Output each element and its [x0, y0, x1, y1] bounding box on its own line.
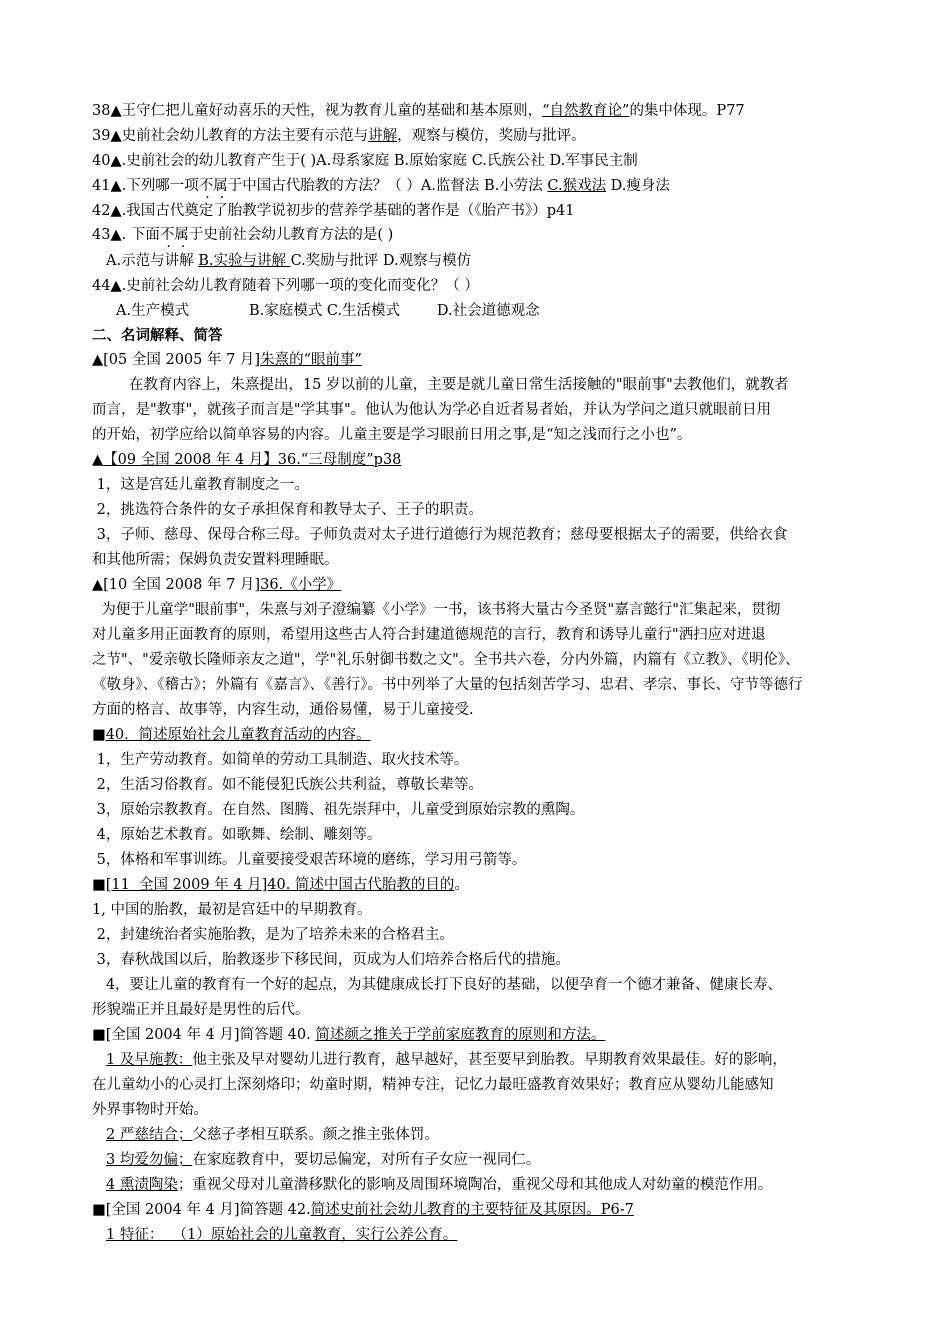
list-item: 2，生活习俗教育。如不能侵犯氏族公共利益，尊敬长辈等。 [92, 777, 483, 793]
emphasis-char: 不 [198, 178, 214, 194]
list-item: 2，挑选符合条件的女子承担保育和教导太子、王子的职责。 [92, 502, 483, 518]
list-item [106, 1150, 540, 1170]
paragraph-line: 而言，是"教事"，就孩子而言是"学其事"。他认为他认为学必自近者易者始，并认为学问之道只就眼前日用 [92, 402, 772, 418]
term-source: ■ [92, 727, 106, 743]
answer-underlined: B.实验与讲解 [198, 253, 291, 269]
list-item: 1 特征： （1）原始社会的儿童教育，实行公养公育。 [106, 1227, 458, 1243]
paragraph-line: 之节"、"爱亲敬长隆师亲友之道"，学"礼乐射御书数之文"。全书共六卷，分内外篇，内篇有《立教》、《明伦》、 [92, 652, 800, 668]
point-label: 3 均爱勿偏； [106, 1152, 193, 1168]
term-title: 简述史前社会幼儿教育的主要特征及其原因。P6-7 [310, 1202, 634, 1218]
term-heading [92, 875, 469, 895]
term-source: ▲[10 全国 2008 年 7 月] [92, 577, 261, 593]
point-text: 在家庭教育中，要切忌偏宠，对所有子女应一视同仁。 [192, 1152, 541, 1168]
term-source: ■ [92, 877, 106, 893]
list-item [106, 1125, 439, 1145]
point-label: 1 及早施教： [106, 1052, 193, 1068]
point-label: 2 严慈结合； [106, 1127, 193, 1143]
paragraph-line: 在教育内容上，朱熹提出，15 岁以前的儿童，主要是就儿童日常生活接触的"眼前事"去教他们，就教者 [92, 377, 789, 393]
question-43-options [106, 251, 471, 271]
list-item: 4，原始艺术教育。如歌舞、绘制、雕刻等。 [92, 827, 382, 843]
term-title: 朱熹的“眼前事” [260, 352, 362, 368]
list-item: 3，原始宗教教育。在自然、图腾、祖先崇拜中，儿童受到原始宗教的熏陶。 [92, 802, 585, 818]
term-heading [92, 1200, 634, 1220]
point-text: 他主张及早对婴幼儿进行教育，越早越好，甚至要早到胎教。早期教育效果最佳。好的影响， [192, 1052, 787, 1068]
term-heading [92, 725, 371, 745]
term-source: 。 [454, 877, 469, 893]
question-text: D.瘦身法 [606, 178, 670, 194]
question-39 [92, 126, 586, 146]
question-44: 44▲.史前社会幼儿教育随着下列哪一项的变化而变化？（ ） [92, 278, 479, 294]
question-43 [92, 225, 393, 245]
term-source: ■[全国 2004 年 4 月]简答题 42. [92, 1202, 311, 1218]
question-text: 于史前社会幼儿教育方法的是( ) [188, 227, 394, 243]
answer-underlined: C.猴戏法 [547, 178, 607, 194]
emphasis-char: 属 [174, 227, 189, 243]
answer-underlined: 讲解 [368, 128, 398, 144]
term-title: 【09 全国 2008 年 4 月】36.“三母制度”p38 [103, 452, 402, 468]
paragraph-line: 为便于儿童学"眼前事"，朱熹与刘子澄编纂《小学》一书，该书将大量古今圣贤"嘉言懿行"汇集起来，贯彻 [92, 602, 781, 618]
list-item: 2，封建统治者实施胎教，是为了培养未来的合格君主。 [92, 927, 454, 943]
point-text: 父慈子孝相互联系。颜之推主张体罚。 [192, 1127, 439, 1143]
term-title: 40．简述原始社会儿童教育活动的内容。 [105, 727, 371, 743]
term-title: 简述颜之推关于学前家庭教育的原则和方法。 [315, 1027, 606, 1043]
question-text: 43▲. 下面 [92, 227, 160, 243]
point-text: ；重视父母对儿童潜移默化的影响及周围环境陶冶，重视父母和其他成人对幼童的模范作用。 [177, 1177, 773, 1193]
term-source: ■[全国 2004 年 4 月]简答题 40. [92, 1027, 316, 1043]
option-text: C.奖励与批评 D.观察与模仿 [290, 253, 472, 269]
answer-underlined: “自然教育论” [542, 103, 630, 119]
question-text: 38▲王守仁把儿童好动喜乐的天性，视为教育儿童的基础和基本原则， [92, 103, 543, 119]
emphasis-char: 不 [159, 227, 175, 243]
term-source: ▲[05 全国 2005 年 7 月] [92, 352, 261, 368]
term-heading [92, 450, 401, 470]
list-item: 5，体格和军事训练。儿童要接受艰苦环境的磨练，学习用弓箭等。 [92, 852, 527, 868]
question-text: ，观察与模仿，奖励与批评。 [397, 128, 586, 144]
question-40: 40▲.史前社会的幼儿教育产生于( )A.母系家庭 B.原始家庭 C.氏族公社 D.军事民主制 [92, 153, 638, 169]
paragraph-line: 《敬身》、《稽古》；外篇有《嘉言》、《善行》。书中列举了大量的包括刻苦学习、忠君、孝宗、事长、守节等德行 [92, 677, 803, 693]
list-item [106, 1175, 772, 1195]
list-item: 1, 中国的胎教，最初是宫廷中的早期教育。 [92, 902, 372, 918]
term-source: ▲ [92, 452, 104, 468]
point-label: 4 熏渍陶染 [106, 1177, 178, 1193]
list-item [106, 1050, 787, 1070]
emphasis-char: 属 [213, 178, 228, 194]
paragraph-line: 外界事物时开始。 [92, 1102, 208, 1118]
question-41 [92, 176, 670, 196]
term-title: [11 全国 2009 年 4 月]40. 简述中国古代胎教的目的 [105, 877, 455, 893]
question-text: 的集中体现。P77 [629, 103, 745, 119]
list-item: 3，子师、慈母、保母合称三母。子师负责对太子进行道德行为规范教育；慈母要根据太子的需要，供给衣食 [92, 527, 788, 543]
option-text: A.示范与讲解 [106, 253, 199, 269]
paragraph-line: 的开始，初学应给以简单容易的内容。儿童主要是学习眼前日用之事,是“知之浅而行之小也”。 [92, 427, 692, 443]
term-heading [92, 350, 362, 370]
section-heading: 二、名词解释、简答 [92, 327, 223, 344]
question-44-options: A.生产模式 B.家庭模式 C.生活模式 D.社会道德观念 [116, 303, 540, 319]
question-38 [92, 101, 745, 121]
list-item: 1，生产劳动教育。如简单的劳动工具制造、取火技术等。 [92, 752, 469, 768]
term-heading [92, 575, 341, 595]
list-item: 形貌端正并且最好是男性的后代。 [92, 1002, 310, 1018]
term-title: 36.《小学》 [260, 577, 342, 593]
list-item: 3，春秋战国以后，胎教逐步下移民间，页成为人们培养合格后代的措施。 [92, 952, 570, 968]
list-item: 4，要让儿童的教育有一个好的起点，为其健康成长打下良好的基础，以便孕育一个德才兼备、健康长寿、 [92, 977, 783, 993]
paragraph-line: 方面的格言、故事等，内容生动，通俗易懂，易于儿童接受. [92, 702, 474, 718]
question-text: 39▲史前社会幼儿教育的方法主要有示范与 [92, 128, 369, 144]
question-text: 41▲.下列哪一项 [92, 178, 199, 194]
paragraph-line: 在儿童幼小的心灵打上深刻烙印；幼童时期，精神专注，记忆力最旺盛教育效果好；教育应从婴幼儿能感知 [92, 1077, 774, 1093]
paragraph-line: 对儿童多用正面教育的原则，希望用这些古人符合封建道德规范的言行，教育和诱导儿童行"洒扫应对进退 [92, 627, 766, 643]
list-item: 和其他所需；保姆负责安置料理睡眠。 [92, 552, 339, 568]
term-heading [92, 1025, 605, 1045]
question-text: 于中国古代胎教的方法？（ ）A.监督法 B.小劳法 [227, 178, 548, 194]
question-42: 42▲.我国古代奠定了胎教学说初步的营养学基础的著作是（《胎产书》）p41 [92, 203, 575, 219]
list-item: 1，这是宫廷儿童教育制度之一。 [92, 477, 309, 493]
